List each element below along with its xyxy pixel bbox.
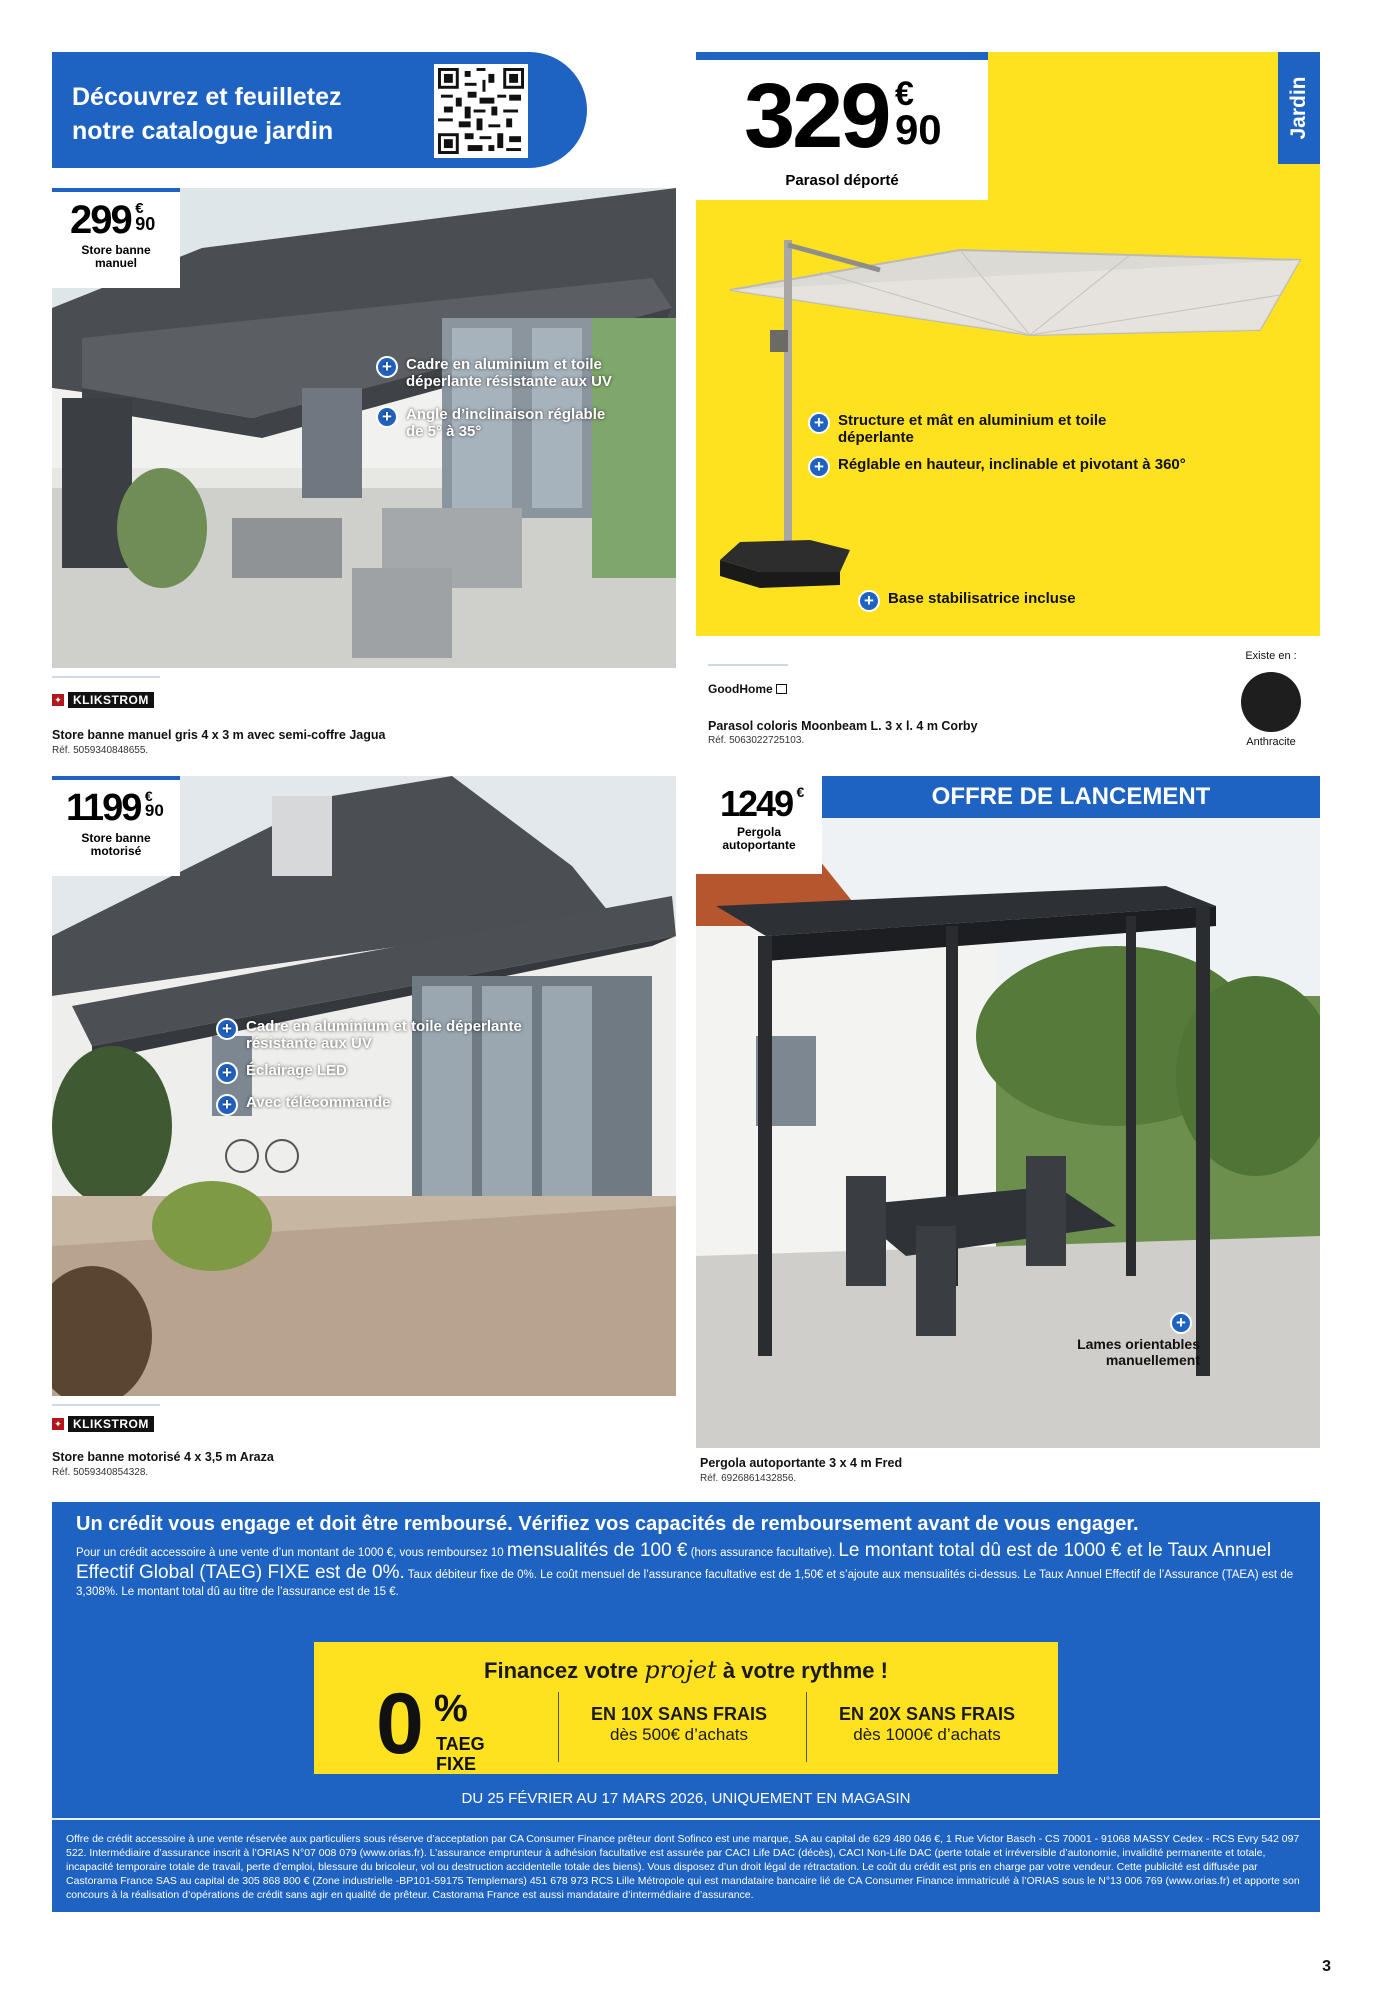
plus-icon: + [808,412,830,434]
pergola-price-integer: 1249 [720,783,793,824]
plus-icon: + [376,356,398,378]
catalog-title-line2: notre catalogue jardin [72,117,334,145]
offre-lancement-banner [822,776,1320,818]
divider [52,676,160,678]
legal-text: Offre de crédit accessoire à une vente réservée aux particuliers sous réserve d’acceptation par CA Consumer Finance prêteur dont Sofinco est une marque, SA au capital de 629 480 046 €, 1 Rue Victor Basch - CS 70001 - 91068 MASSY Cedex - RCS Evry 542 097 522. Intermédiaire d’assurance inscrit à l’ORIAS N°07 008 079 (www.orias.fr). L’assurance emprunteur à adhésion facultative est assurée par CACI Life DAC (décès), CACI Non-Life DAC (perte totale et irréversible d’autonomie, invalidité permanente et totale, incapacité temporaire totale de travail, perte d’emploi, blessure du bricoleur, vol ou destruction accidentelle totale des biens). Vous disposez d’un droit légal de rétractation. Le coût du crédit est pris en charge par votre vendeur. Cette publicité est diffusée par Castorama France SAS au capital de 305 868 800 € (Zone industrielle -BP101-59175 Templemars) 451 678 973 RCS Lille Métropole qui est mandataire bancaire lié de CA Consumer Finance immatriculé à l’ORIAS sous le N°13 006 769 (www.orias.fr) et apporte son concours à la réalisation d’opérations de crédit sans agir en qualité de prêteur. Castorama France est aussi mandataire d’intermédiaire d’assurance. [66,1833,1300,1901]
store-manuel-ref: Réf. 5059340848655. [52,745,149,756]
pergola-name[interactable]: Pergola autoportante 3 x 4 m Fred [700,1456,903,1470]
rate-block [376,1676,506,1774]
brand-logo-klikstrom: ✦ KLIKSTROM [52,692,154,708]
brand-logo-goodhome: GoodHome [708,682,787,696]
rate-label-taeg: TAEG [436,1734,485,1754]
financing-option-20x: EN 20X SANS FRAIS dès 1000€ d’achats [838,1704,1016,1744]
klikstrom-icon: ✦ [52,694,64,706]
parasol-ref: Réf. 5063022725103. [708,735,805,746]
offer-dates: DU 25 FÉVRIER AU 17 MARS 2026, UNIQUEMENT EN MAGASIN [461,1790,911,1807]
store-manuel-name[interactable]: Store banne manuel gris 4 x 3 m avec semi-coffre Jagua [52,728,386,742]
variant-label: Anthracite [1246,736,1296,748]
store-manuel-price-decimals: 90 [135,214,156,235]
store-motorise-feature-2: + Éclairage LED [216,1062,416,1084]
parasol-feature-3: + Base stabilisatrice incluse [858,590,1158,612]
klikstrom-icon: ✦ [52,1418,64,1430]
parasol-price-currency: € [894,75,914,113]
divider [708,664,788,666]
plus-icon: + [858,590,880,612]
catalog-banner[interactable] [52,52,587,168]
offre-lancement-text: OFFRE DE LANCEMENT [931,783,1211,810]
store-manuel-label-2: manuel [94,256,137,270]
financing-divider [558,1692,559,1762]
brand-logo-klikstrom: ✦ KLIKSTROM [52,1416,154,1432]
store-motorise-label-1: Store banne [81,831,151,845]
financing-divider [806,1692,807,1762]
financing-option-10x: EN 10X SANS FRAIS dès 500€ d’achats [590,1704,768,1744]
store-motorise-feature-3: + Avec télécommande [216,1094,436,1116]
store-motorise-price-currency: € [144,788,153,804]
section-tab-jardin[interactable] [1278,52,1320,164]
pergola-ref: Réf. 6926861432856. [700,1473,797,1484]
credit-panel [52,1502,1320,1912]
plus-icon: + [216,1094,238,1116]
plus-icon: + [216,1062,238,1084]
store-manuel-feature-1: + Cadre en aluminium et toile déperlante résistante aux UV [376,356,626,390]
pergola-label-1: Pergola [736,825,781,839]
store-manuel-label-1: Store banne [81,243,151,257]
page-number: 3 [1322,1958,1331,1975]
plus-icon: + [1170,1312,1192,1334]
store-motorise-price-integer: 1199 [66,787,141,829]
store-manuel-feature-2: + Angle d’inclinaison réglable de 5° à 35° [376,406,626,440]
pergola-image [696,776,1320,1448]
store-manuel-price-currency: € [135,200,144,217]
parasol-price-integer: 329 [744,65,889,167]
rate-label-fixe: FIXE [436,1754,477,1774]
financing-title: Financez votre projet à votre rythme ! [484,1656,888,1684]
financing-box [314,1642,1058,1774]
plus-icon: + [216,1018,238,1040]
pergola-price-currency: € [796,784,805,800]
variant-box [1222,636,1320,756]
store-motorise-feature-1: + Cadre en aluminium et toile déperlante résistante aux UV [216,1018,536,1052]
house-icon [776,684,787,694]
parasol-price-box [696,52,988,200]
credit-conditions: Pour un crédit accessoire à une vente d’un montant de 1000 €, vous remboursez 10 mensualités de 100 € (hors assurance facultative). Le montant total dû est de 1000 € et le Taux Annuel Effectif Global (TAEG) FIXE est de 0%. Taux débiteur fixe de 0%. Le coût mensuel de l’assurance facultative est de 1,50€ et s’ajoute aux mensualités ci-dessus. Le Taux Annuel Effectif de l’Assurance (TAEA) est de 3,308%. Le montant total dû au titre de l’assurance est de 15 €. [76,1540,1294,1598]
credit-headline: Un crédit vous engage et doit être remboursé. Vérifiez vos capacités de remboursement avant de vous engager. [76,1513,1139,1535]
pergola-feature-1: + Lames orientables manuellement [1077,1313,1200,1368]
divider [52,1404,160,1406]
store-motorise-name[interactable]: Store banne motorisé 4 x 3,5 m Araza [52,1450,274,1464]
parasol-name[interactable]: Parasol coloris Moonbeam L. 3 x l. 4 m Corby [708,719,978,733]
pergola-label-2: autoportante [722,838,796,852]
catalog-title [72,80,342,148]
rate-percent: % [434,1688,468,1730]
parasol-price-label: Parasol déporté [785,172,899,189]
qr-code-icon[interactable] [434,64,528,158]
plus-icon: + [808,456,830,478]
section-tab-label: Jardin [1287,76,1310,140]
variant-swatch-anthracite[interactable] [1241,672,1301,732]
parasol-feature-2: + Réglable en hauteur, inclinable et pivotant à 360° [808,456,1228,478]
store-manuel-price-integer: 299 [70,198,131,242]
plus-icon: + [376,406,398,428]
legal-separator [52,1818,1320,1820]
store-motorise-ref: Réf. 5059340854328. [52,1467,149,1478]
variant-title: Existe en : [1245,650,1297,662]
catalog-title-line1: Découvrez et feuilletez [72,83,342,111]
store-manuel-price-box [52,188,180,288]
pergola-price-box [696,776,822,874]
parasol-price-decimals: 90 [894,106,942,154]
store-motorise-price-box [52,776,180,876]
rate-value: 0 [376,1676,424,1772]
parasol-feature-1: + Structure et mât en aluminium et toile déperlante [808,412,1148,446]
store-motorise-price-decimals: 90 [144,801,164,821]
store-motorise-label-2: motorisé [90,844,142,858]
